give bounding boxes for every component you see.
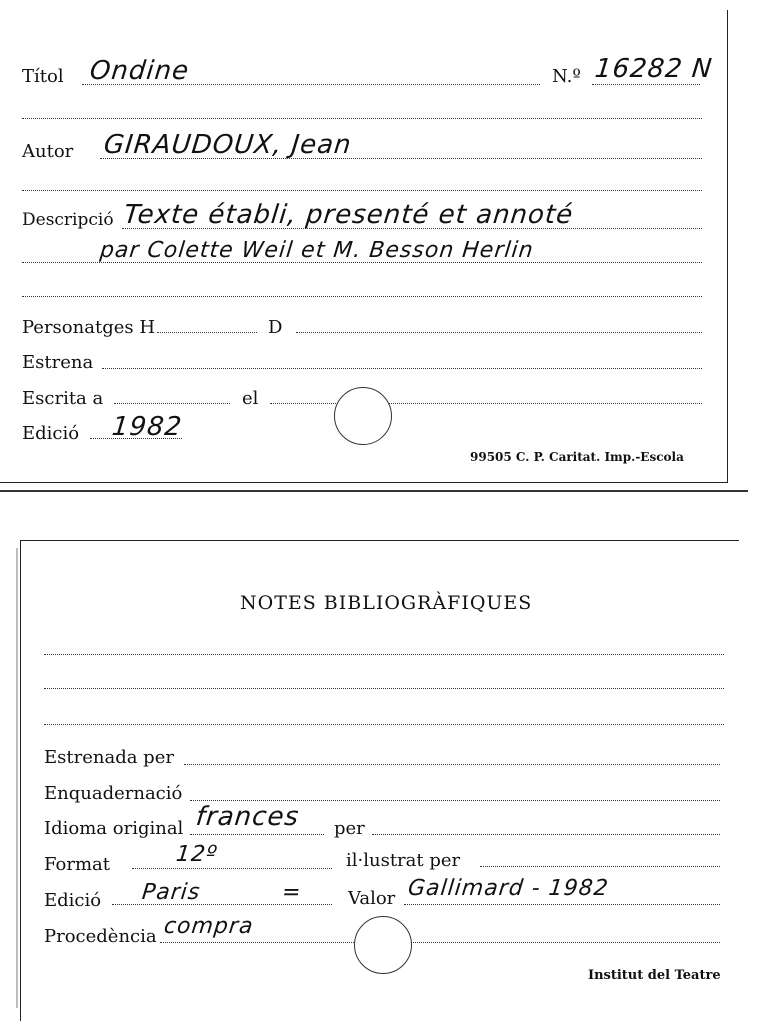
autor-value: GIRAUDOUX, Jean <box>102 130 354 160</box>
num-value: 16282 N <box>593 54 715 84</box>
escrita-line <box>114 403 230 404</box>
enquadernacio-label: Enquadernació <box>44 783 183 804</box>
valor-value: Gallimard - 1982 <box>406 876 611 901</box>
illustrat-line <box>480 866 720 867</box>
procedencia-value: compra <box>162 914 255 939</box>
notes-line <box>44 724 724 725</box>
edicio-label: Edició <box>22 423 80 444</box>
notes-line <box>44 654 724 655</box>
edicio-value: 1982 <box>110 412 184 442</box>
per-line <box>372 834 720 835</box>
personatges-d-line <box>296 332 702 333</box>
descripcio-label: Descripció <box>22 210 114 230</box>
autor-label: Autor <box>22 141 74 162</box>
estrena-label: Estrena <box>22 352 94 373</box>
descripcio-value-2: par Colette Weil et M. Besson Herlin <box>98 238 535 263</box>
procedencia-line <box>160 942 720 943</box>
card-edge <box>0 490 748 492</box>
valor-label: Valor <box>348 888 396 909</box>
d-label: D <box>268 317 283 338</box>
procedencia-label: Procedència <box>44 926 157 947</box>
personatges-label: Personatges H <box>22 317 156 338</box>
idioma-value: frances <box>194 802 301 832</box>
blank-line <box>22 296 702 297</box>
el-label: el <box>242 388 259 409</box>
titol-label: Títol <box>22 66 64 87</box>
format-value: 12º <box>174 842 219 867</box>
blank-line <box>22 118 702 119</box>
scan-edge <box>16 548 18 1008</box>
estrenada-label: Estrenada per <box>44 747 174 768</box>
edicio-value-back: Paris <box>140 880 202 905</box>
blank-line <box>22 190 702 191</box>
el-line <box>270 403 702 404</box>
num-line <box>592 84 700 85</box>
notes-line <box>44 688 724 689</box>
descripcio-value-1: Texte établi, presenté et annoté <box>122 200 575 230</box>
punch-hole <box>354 916 412 974</box>
valor-line <box>404 904 720 905</box>
num-label: N.º <box>552 66 581 87</box>
idioma-label: Idioma original <box>44 818 184 839</box>
format-line <box>132 868 332 869</box>
printer-note: 99505 C. P. Caritat. Imp.-Escola <box>470 450 684 464</box>
titol-value: Ondine <box>88 56 191 86</box>
enquadernacio-line <box>190 800 720 801</box>
punch-hole <box>334 387 392 445</box>
per-label: per <box>334 818 365 839</box>
idioma-line <box>190 834 324 835</box>
illustrat-label: il·lustrat per <box>346 850 461 871</box>
format-label: Format <box>44 854 110 875</box>
estrenada-line <box>184 764 720 765</box>
edicio-label-back: Edició <box>44 890 102 911</box>
escrita-label: Escrita a <box>22 388 104 409</box>
personatges-h-line <box>157 332 257 333</box>
edicio-dash: = <box>280 880 303 905</box>
estrena-line <box>102 368 702 369</box>
notes-heading: NOTES BIBLIOGRÀFIQUES <box>240 592 533 614</box>
institut-label: Institut del Teatre <box>588 968 721 983</box>
